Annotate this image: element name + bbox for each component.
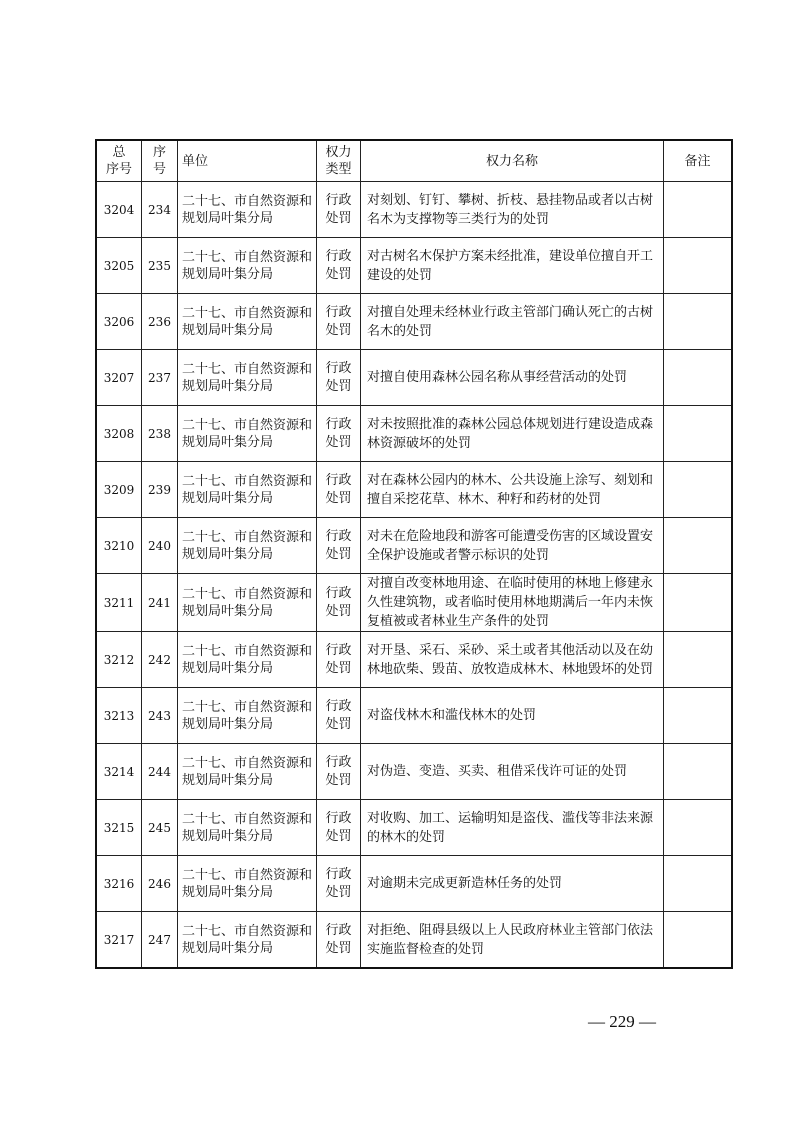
total-no-cell: 3206	[96, 294, 142, 350]
power-type-cell: 行政 处罚	[317, 856, 361, 912]
remarks-cell	[664, 350, 733, 406]
seq-no-cell: 247	[142, 912, 178, 969]
power-name-cell: 对伪造、变造、买卖、租借采伐许可证的处罚	[361, 744, 664, 800]
power-type-cell: 行政 处罚	[317, 182, 361, 238]
table-row	[96, 238, 732, 294]
remarks-cell	[664, 912, 733, 969]
unit-cell: 二十七、市自然资源和规划局叶集分局	[178, 856, 317, 912]
total-no-cell: 3210	[96, 518, 142, 574]
seq-no-cell: 245	[142, 800, 178, 856]
seq-no-cell: 242	[142, 632, 178, 688]
remarks-cell	[664, 238, 733, 294]
remarks-cell	[664, 744, 733, 800]
table-row	[96, 632, 732, 688]
table-row	[96, 294, 732, 350]
seq-no-cell: 244	[142, 744, 178, 800]
table-row	[96, 518, 732, 574]
total-no-cell: 3212	[96, 632, 142, 688]
unit-cell: 二十七、市自然资源和规划局叶集分局	[178, 912, 317, 969]
power-type-cell: 行政 处罚	[317, 350, 361, 406]
page-number: — 229 —	[588, 1012, 656, 1031]
remarks-cell	[664, 406, 733, 462]
seq-no-cell: 234	[142, 182, 178, 238]
total-no-cell: 3204	[96, 182, 142, 238]
power-name-cell: 对未按照批准的森林公园总体规划进行建设造成森林资源破坏的处罚	[361, 406, 664, 462]
remarks-cell	[664, 688, 733, 744]
remarks-cell	[664, 518, 733, 574]
remarks-cell	[664, 632, 733, 688]
power-type-cell: 行政 处罚	[317, 688, 361, 744]
remarks-cell	[664, 574, 733, 632]
power-name-cell: 对古树名木保护方案未经批准，建设单位擅自开工建设的处罚	[361, 238, 664, 294]
seq-no-cell: 239	[142, 462, 178, 518]
total-no-cell: 3213	[96, 688, 142, 744]
total-no-cell: 3205	[96, 238, 142, 294]
header-row	[96, 140, 732, 182]
table-row	[96, 688, 732, 744]
header-power-name: 权力名称	[361, 140, 664, 182]
power-name-cell: 对开垦、采石、采砂、采土或者其他活动以及在幼林地砍柴、毁苗、放牧造成林木、林地毁坏的处罚	[361, 632, 664, 688]
table-row	[96, 912, 732, 969]
unit-cell: 二十七、市自然资源和规划局叶集分局	[178, 574, 317, 632]
power-name-cell: 对拒绝、阻碍县级以上人民政府林业主管部门依法实施监督检查的处罚	[361, 912, 664, 969]
power-list-table	[95, 139, 733, 969]
header-power-type: 权力 类型	[317, 140, 361, 182]
power-name-cell: 对在森林公园内的林木、公共设施上涂写、刻划和擅自采挖花草、林木、种籽和药材的处罚	[361, 462, 664, 518]
seq-no-cell: 235	[142, 238, 178, 294]
seq-no-cell: 237	[142, 350, 178, 406]
remarks-cell	[664, 462, 733, 518]
unit-cell: 二十七、市自然资源和规划局叶集分局	[178, 406, 317, 462]
unit-cell: 二十七、市自然资源和规划局叶集分局	[178, 744, 317, 800]
table-row	[96, 574, 732, 632]
unit-cell: 二十七、市自然资源和规划局叶集分局	[178, 294, 317, 350]
power-name-cell: 对未在危险地段和游客可能遭受伤害的区域设置安全保护设施或者警示标识的处罚	[361, 518, 664, 574]
total-no-cell: 3216	[96, 856, 142, 912]
power-name-cell: 对收购、加工、运输明知是盗伐、滥伐等非法来源的林木的处罚	[361, 800, 664, 856]
table-row	[96, 462, 732, 518]
power-type-cell: 行政 处罚	[317, 574, 361, 632]
table-row	[96, 182, 732, 238]
power-name-cell: 对刻划、钉钉、攀树、折枝、悬挂物品或者以古树名木为支撑物等三类行为的处罚	[361, 182, 664, 238]
power-type-cell: 行政 处罚	[317, 294, 361, 350]
header-total-no: 总 序号	[96, 140, 142, 182]
header-seq-no: 序 号	[142, 140, 178, 182]
total-no-cell: 3209	[96, 462, 142, 518]
seq-no-cell: 246	[142, 856, 178, 912]
total-no-cell: 3207	[96, 350, 142, 406]
header-remarks: 备注	[664, 140, 733, 182]
table-row	[96, 406, 732, 462]
table-header	[96, 140, 732, 182]
unit-cell: 二十七、市自然资源和规划局叶集分局	[178, 518, 317, 574]
power-name-cell: 对逾期未完成更新造林任务的处罚	[361, 856, 664, 912]
total-no-cell: 3211	[96, 574, 142, 632]
total-no-cell: 3208	[96, 406, 142, 462]
unit-cell: 二十七、市自然资源和规划局叶集分局	[178, 800, 317, 856]
remarks-cell	[664, 182, 733, 238]
power-type-cell: 行政 处罚	[317, 518, 361, 574]
total-no-cell: 3214	[96, 744, 142, 800]
seq-no-cell: 238	[142, 406, 178, 462]
table-row	[96, 856, 732, 912]
unit-cell: 二十七、市自然资源和规划局叶集分局	[178, 238, 317, 294]
unit-cell: 二十七、市自然资源和规划局叶集分局	[178, 350, 317, 406]
table-row	[96, 800, 732, 856]
power-name-cell: 对擅自处理未经林业行政主管部门确认死亡的古树名木的处罚	[361, 294, 664, 350]
power-type-cell: 行政 处罚	[317, 912, 361, 969]
seq-no-cell: 236	[142, 294, 178, 350]
power-type-cell: 行政 处罚	[317, 632, 361, 688]
table-body	[96, 182, 732, 969]
total-no-cell: 3215	[96, 800, 142, 856]
table-row	[96, 744, 732, 800]
seq-no-cell: 241	[142, 574, 178, 632]
unit-cell: 二十七、市自然资源和规划局叶集分局	[178, 632, 317, 688]
header-unit: 单位	[178, 140, 317, 182]
remarks-cell	[664, 294, 733, 350]
power-name-cell: 对擅自使用森林公园名称从事经营活动的处罚	[361, 350, 664, 406]
power-type-cell: 行政 处罚	[317, 744, 361, 800]
unit-cell: 二十七、市自然资源和规划局叶集分局	[178, 462, 317, 518]
power-name-cell: 对盗伐林木和滥伐林木的处罚	[361, 688, 664, 744]
unit-cell: 二十七、市自然资源和规划局叶集分局	[178, 182, 317, 238]
power-name-cell: 对擅自改变林地用途、在临时使用的林地上修建永久性建筑物，或者临时使用林地期满后一年内未恢复植被或者林业生产条件的处罚	[361, 574, 664, 632]
remarks-cell	[664, 856, 733, 912]
table-row	[96, 350, 732, 406]
remarks-cell	[664, 800, 733, 856]
total-no-cell: 3217	[96, 912, 142, 969]
power-type-cell: 行政 处罚	[317, 462, 361, 518]
power-type-cell: 行政 处罚	[317, 800, 361, 856]
power-type-cell: 行政 处罚	[317, 238, 361, 294]
seq-no-cell: 243	[142, 688, 178, 744]
seq-no-cell: 240	[142, 518, 178, 574]
unit-cell: 二十七、市自然资源和规划局叶集分局	[178, 688, 317, 744]
power-type-cell: 行政 处罚	[317, 406, 361, 462]
